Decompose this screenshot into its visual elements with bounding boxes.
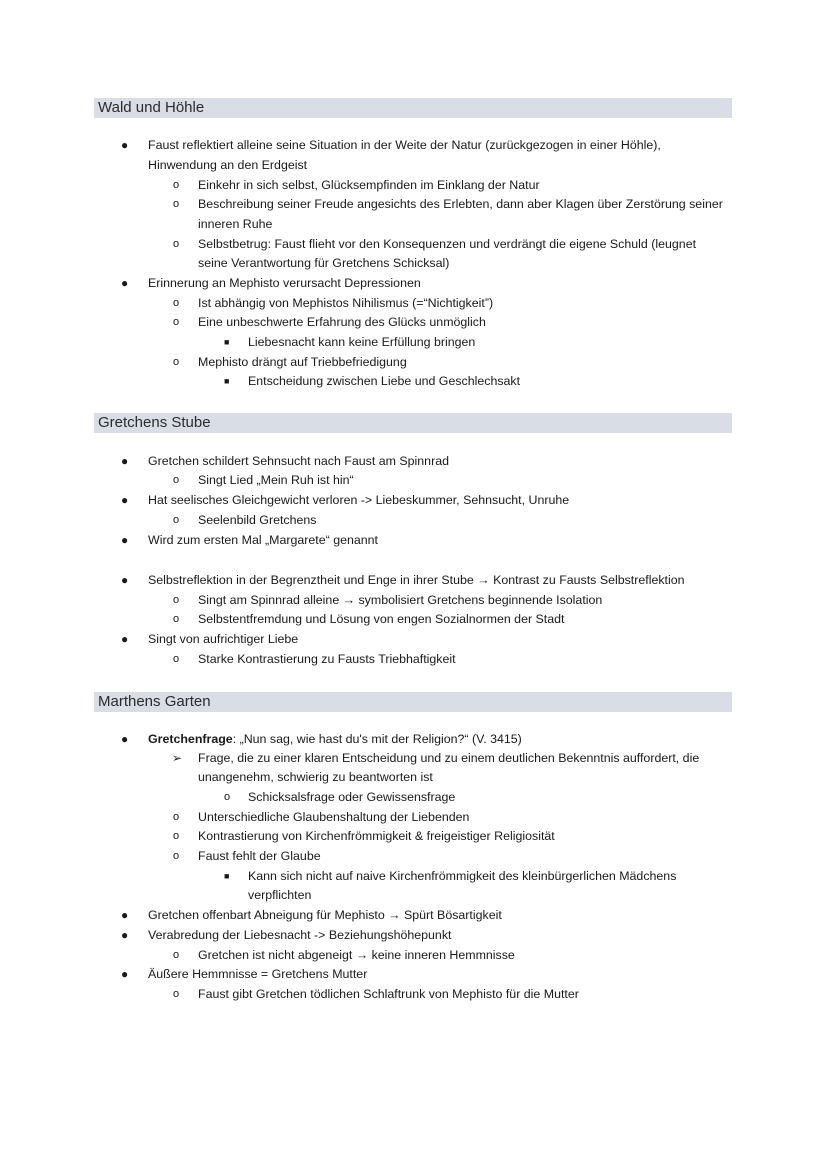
list-item <box>148 731 522 747</box>
bullet-square: ■ <box>224 871 230 881</box>
bullet-circle: o <box>173 653 180 665</box>
bullet-circle: o <box>173 594 180 606</box>
bullet-circle: o <box>173 238 180 250</box>
bullet-disc: ● <box>121 138 129 152</box>
list-item-text: : „Nun sag, wie hast du's mit der Religion?“ (V. 3415) <box>232 732 522 746</box>
bullet-disc: ● <box>121 533 129 547</box>
list-item: Einkehr in sich selbst, Glücksempfinden im Einklang der Natur <box>198 178 540 192</box>
list-item: Frage, die zu einer klaren Entscheidung und zu einem deutlichen Bekenntnis auffordert, die <box>198 751 700 765</box>
bullet-circle: o <box>173 949 180 961</box>
section-title: Marthens Garten <box>98 693 211 710</box>
bullet-disc: ● <box>121 276 129 290</box>
section-header-gretchens-stube <box>94 413 732 433</box>
section-title: Gretchens Stube <box>98 414 211 431</box>
list-item-cont: Hinwendung an den Erdgeist <box>148 158 308 172</box>
bullet-disc: ● <box>121 908 129 922</box>
list-item-cont: seine Verantwortung für Gretchens Schicksal) <box>198 256 450 270</box>
list-item: Gretchen ist nicht abgeneigt → keine inneren Hemmnisse <box>198 948 515 962</box>
list-item: Selbstbetrug: Faust flieht vor den Konsequenzen und verdrängt die eigene Schuld (leugnet <box>198 237 697 251</box>
list-item-cont: verpflichten <box>248 888 312 902</box>
list-item: Wird zum ersten Mal „Margarete“ genannt <box>148 533 379 547</box>
list-item: Starke Kontrastierung zu Fausts Triebhaftigkeit <box>198 652 456 666</box>
bullet-circle: o <box>173 514 180 526</box>
section-header-marthens-garten <box>94 692 732 712</box>
bullet-circle: o <box>173 316 180 328</box>
list-item: Kann sich nicht auf naive Kirchenfrömmigkeit des kleinbürgerlichen Mädchens <box>248 869 677 883</box>
list-item: Gretchen schildert Sehnsucht nach Faust am Spinnrad <box>148 454 449 468</box>
list-item: Gretchen offenbart Abneigung für Mephisto → Spürt Bösartigkeit <box>148 908 502 922</box>
bullet-disc: ● <box>121 732 129 746</box>
bullet-disc: ● <box>121 573 129 587</box>
list-item: Singt am Spinnrad alleine → symbolisiert Gretchens beginnende Isolation <box>198 593 603 607</box>
bullet-disc: ● <box>121 967 129 981</box>
bullet-circle: o <box>173 811 180 823</box>
list-item: Faust fehlt der Glaube <box>198 849 321 863</box>
bullet-square: ■ <box>224 337 230 347</box>
list-item: Schicksalsfrage oder Gewissensfrage <box>248 790 456 804</box>
bullet-disc: ● <box>121 454 129 468</box>
section-header-wald-und-hoehle <box>94 98 732 118</box>
list-item: Faust gibt Gretchen tödlichen Schlaftrunk von Mephisto für die Mutter <box>198 987 579 1001</box>
bullet-circle: o <box>173 613 180 625</box>
list-item: Eine unbeschwerte Erfahrung des Glücks unmöglich <box>198 315 486 329</box>
list-item: Faust reflektiert alleine seine Situation in der Weite der Natur (zurückgezogen in einer Höhle), <box>148 138 661 152</box>
list-item: Entscheidung zwischen Liebe und Geschlechsakt <box>248 374 521 388</box>
list-item-cont: inneren Ruhe <box>198 217 273 231</box>
list-item: Seelenbild Gretchens <box>198 513 317 527</box>
bullet-circle: o <box>173 830 180 842</box>
list-item: Erinnerung an Mephisto verursacht Depressionen <box>148 276 421 290</box>
bullet-circle: o <box>173 988 180 1000</box>
list-item: Singt von aufrichtiger Liebe <box>148 632 299 646</box>
bullet-circle: o <box>173 850 180 862</box>
bold-term: Gretchenfrage <box>148 732 233 746</box>
list-item: Kontrastierung von Kirchenfrömmigkeit & freigeistiger Religiosität <box>198 829 555 843</box>
bullet-circle: o <box>224 791 231 803</box>
section-title: Wald und Höhle <box>98 99 205 116</box>
bullet-disc: ● <box>121 928 129 942</box>
bullet-disc: ● <box>121 493 129 507</box>
bullet-circle: o <box>173 198 180 210</box>
bullet-circle: o <box>173 179 180 191</box>
list-item: Selbstreflektion in der Begrenztheit und Enge in ihrer Stube → Kontrast zu Fausts Selbstreflektion <box>148 573 685 587</box>
list-item: Liebesnacht kann keine Erfüllung bringen <box>248 335 476 349</box>
bullet-arrow: ➢ <box>172 751 183 765</box>
list-item: Unterschiedliche Glaubenshaltung der Liebenden <box>198 810 470 824</box>
list-item: Beschreibung seiner Freude angesichts des Erlebten, dann aber Klagen über Zerstörung seiner <box>198 197 723 211</box>
list-item: Mephisto drängt auf Triebbefriedigung <box>198 355 407 369</box>
list-item: Ist abhängig von Mephistos Nihilismus (=“Nichtigkeit”) <box>198 296 494 310</box>
list-item-cont: unangenehm, schwierig zu beantworten ist <box>198 770 433 784</box>
list-item: Verabredung der Liebesnacht -> Beziehungshöhepunkt <box>148 928 452 942</box>
bullet-disc: ● <box>121 632 129 646</box>
list-item: Äußere Hemmnisse = Gretchens Mutter <box>148 967 368 981</box>
bullet-square: ■ <box>224 376 230 386</box>
list-item: Singt Lied „Mein Ruh ist hin“ <box>198 473 354 487</box>
bullet-circle: o <box>173 474 180 486</box>
list-item: Selbstentfremdung und Lösung von engen Sozialnormen der Stadt <box>198 612 565 626</box>
bullet-circle: o <box>173 356 180 368</box>
list-item: Hat seelisches Gleichgewicht verloren -> Liebeskummer, Sehnsucht, Unruhe <box>148 493 570 507</box>
bullet-circle: o <box>173 297 180 309</box>
